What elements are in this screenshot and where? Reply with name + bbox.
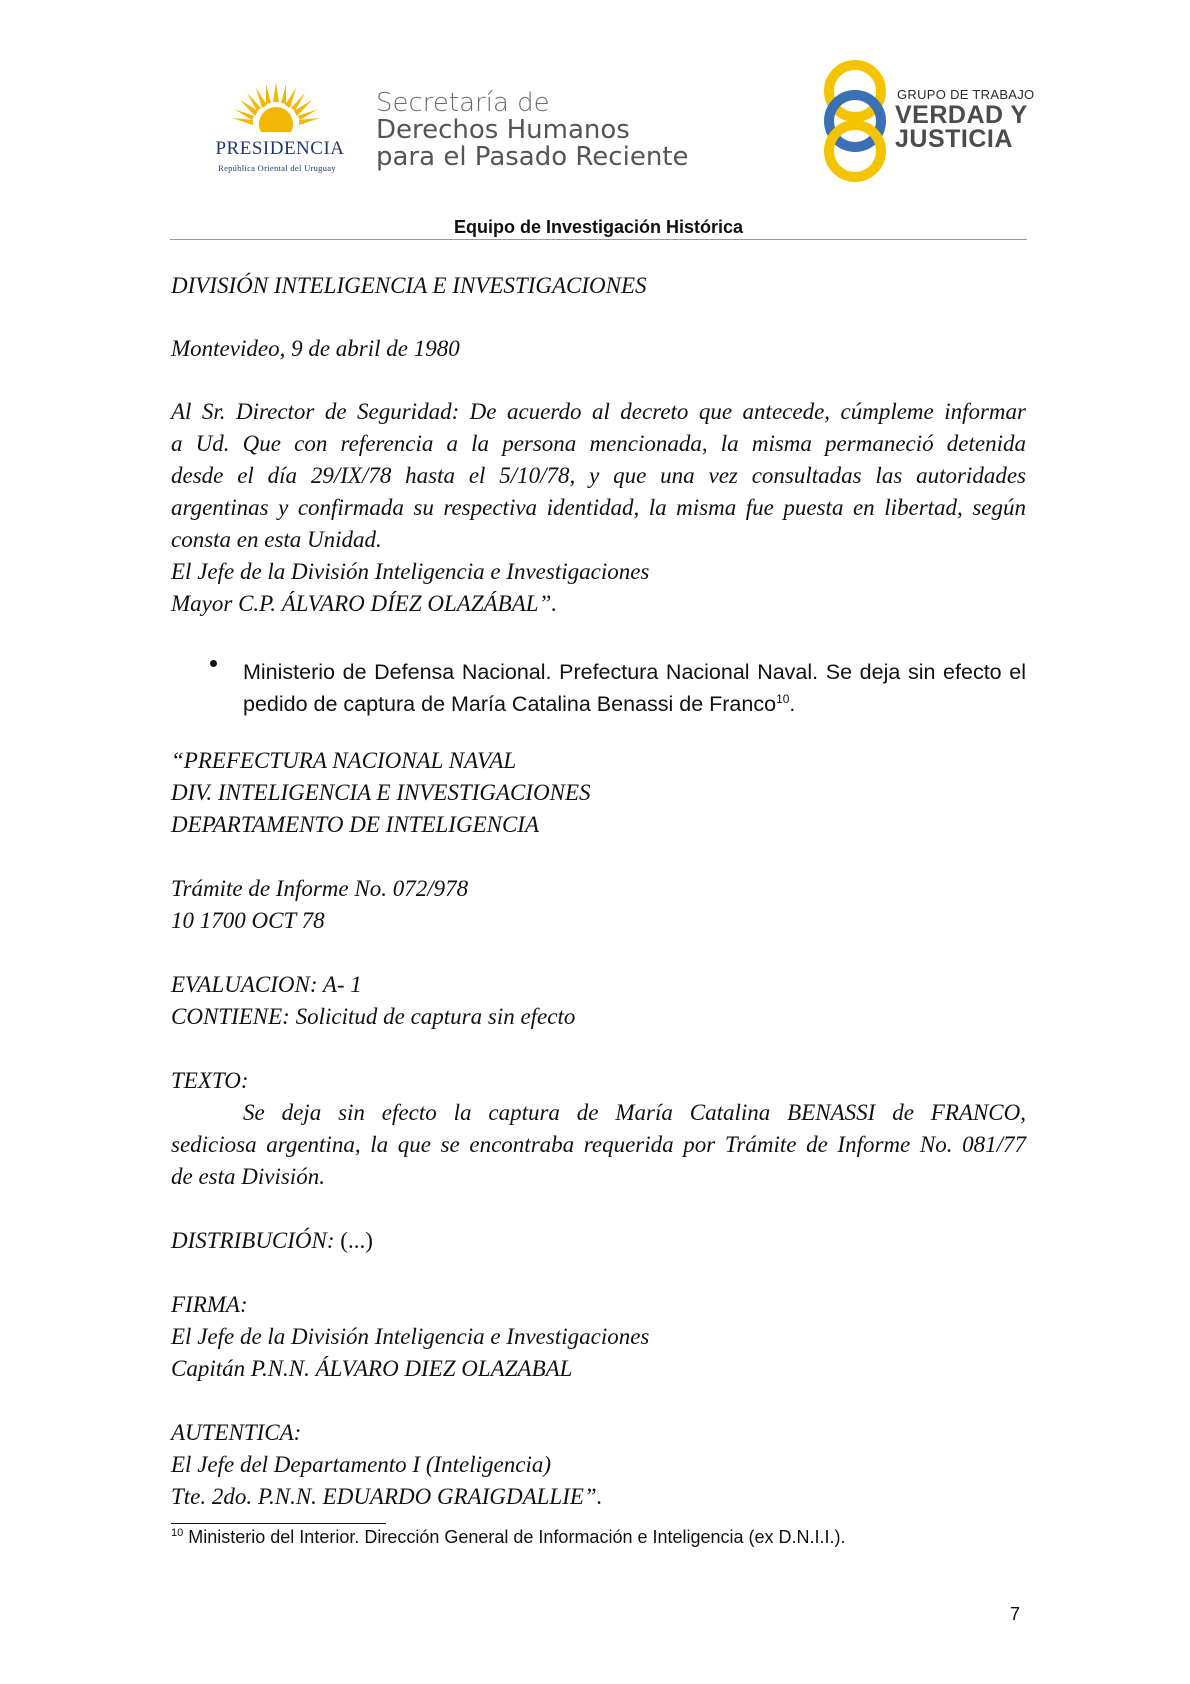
presidencia-wordmark: PRESIDENCIA bbox=[215, 138, 345, 159]
secretaria-title bbox=[376, 90, 688, 171]
footnote-divider bbox=[171, 1523, 386, 1524]
signature-1-line-1: El Jefe de la División Inteligencia e Investigaciones bbox=[171, 559, 650, 584]
heading-line-1: “PREFECTURA NACIONAL NAVAL bbox=[171, 748, 517, 773]
secretaria-line-2: Derechos Humanos bbox=[376, 115, 630, 145]
gtvj-label-2: VERDAD Y bbox=[895, 101, 1028, 129]
secretaria-line-1: Secretaría de bbox=[376, 88, 550, 118]
texto-line-3: de esta División. bbox=[171, 1164, 325, 1189]
evaluacion-line: EVALUACION: A- 1 bbox=[171, 972, 362, 997]
verdad-justicia-logo bbox=[820, 55, 1035, 185]
autentica-line-2: Tte. 2do. P.N.N. EDUARDO GRAIGDALLIE”. bbox=[171, 1484, 603, 1509]
autentica-label: AUTENTICA: bbox=[171, 1420, 302, 1445]
signature-1-line-2: Mayor C.P. ÁLVARO DÍEZ OLAZÁBAL”. bbox=[171, 591, 558, 616]
texto-label: TEXTO: bbox=[171, 1068, 249, 1093]
autentica-line-1: El Jefe del Departamento I (Inteligencia) bbox=[171, 1452, 551, 1477]
paragraph-1-line-4: argentinas y confirmada su respectiva identidad, la misma fue puesta en libertad, según bbox=[171, 495, 1026, 520]
contiene-line: CONTIENE: Solicitud de captura sin efecto bbox=[171, 1004, 576, 1029]
presidencia-subtitle: República Oriental del Uruguay bbox=[218, 163, 336, 173]
footnote-ref[interactable]: 10 bbox=[776, 691, 790, 706]
heading-line-3: DEPARTAMENTO DE INTELIGENCIA bbox=[171, 812, 540, 837]
secretaria-line-3: para el Pasado Reciente bbox=[376, 142, 689, 172]
texto-line-1: Se deja sin efecto la captura de María Catalina BENASSI de FRANCO, bbox=[243, 1100, 1026, 1125]
division-heading: DIVISIÓN INTELIGENCIA E INVESTIGACIONES bbox=[171, 273, 647, 298]
presidencia-logo bbox=[196, 80, 356, 180]
paragraph-1-line-3: desde el día 29/IX/78 hasta el 5/10/78, y que una vez consultadas las autoridades bbox=[171, 463, 1026, 488]
heading-line-2: DIV. INTELIGENCIA E INVESTIGACIONES bbox=[171, 780, 591, 805]
paragraph-1-line-1: Al Sr. Director de Seguridad: De acuerdo al decreto que antecede, cúmpleme informar bbox=[171, 399, 1026, 424]
bullet-end: . bbox=[789, 692, 796, 716]
footnote-number: 10 bbox=[171, 1527, 184, 1539]
firma-line-2: Capitán P.N.N. ÁLVARO DIEZ OLAZABAL bbox=[171, 1356, 573, 1381]
datetime-line: 10 1700 OCT 78 bbox=[171, 908, 325, 933]
paragraph-1-line-2: a Ud. Que con referencia a la persona mencionada, la misma permaneció detenida bbox=[171, 431, 1026, 456]
texto-line-2: sediciosa argentina, la que se encontraba requerida por Trámite de Informe No. 081/77 bbox=[171, 1132, 1026, 1157]
team-title: Equipo de Investigación Histórica bbox=[453, 217, 744, 237]
gtvj-label-3: JUSTICIA bbox=[895, 125, 1013, 153]
footnote-text: Ministerio del Interior. Dirección General de Información e Inteligencia (ex D.N.I.I.). bbox=[188, 1527, 846, 1547]
distribucion-line bbox=[171, 1225, 373, 1257]
page-number: 7 bbox=[1010, 1604, 1021, 1624]
date-line: Montevideo, 9 de abril de 1980 bbox=[171, 336, 460, 361]
rings-icon bbox=[820, 55, 890, 185]
firma-line-1: El Jefe de la División Inteligencia e Investigaciones bbox=[171, 1324, 650, 1349]
sun-icon bbox=[226, 80, 326, 140]
paragraph-1-line-5: consta en esta Unidad. bbox=[171, 527, 382, 552]
tramite-line: Trámite de Informe No. 072/978 bbox=[171, 876, 469, 901]
distribucion-value: (...) bbox=[340, 1228, 373, 1253]
bullet-item bbox=[243, 656, 1026, 720]
distribucion-label: DISTRIBUCIÓN: bbox=[171, 1228, 335, 1253]
paragraph-1 bbox=[171, 396, 1026, 556]
footnote bbox=[171, 1527, 846, 1548]
header-divider bbox=[170, 239, 1027, 240]
bullet-icon bbox=[210, 660, 217, 667]
texto-paragraph bbox=[171, 1097, 1026, 1193]
firma-label: FIRMA: bbox=[171, 1292, 248, 1317]
bullet-text: Ministerio de Defensa Nacional. Prefectura Nacional Naval. Se deja sin efecto el pedido de captura de María Catalina Benassi de Franco bbox=[243, 660, 1026, 716]
gtvj-label-1: GRUPO DE TRABAJO bbox=[897, 87, 1035, 102]
